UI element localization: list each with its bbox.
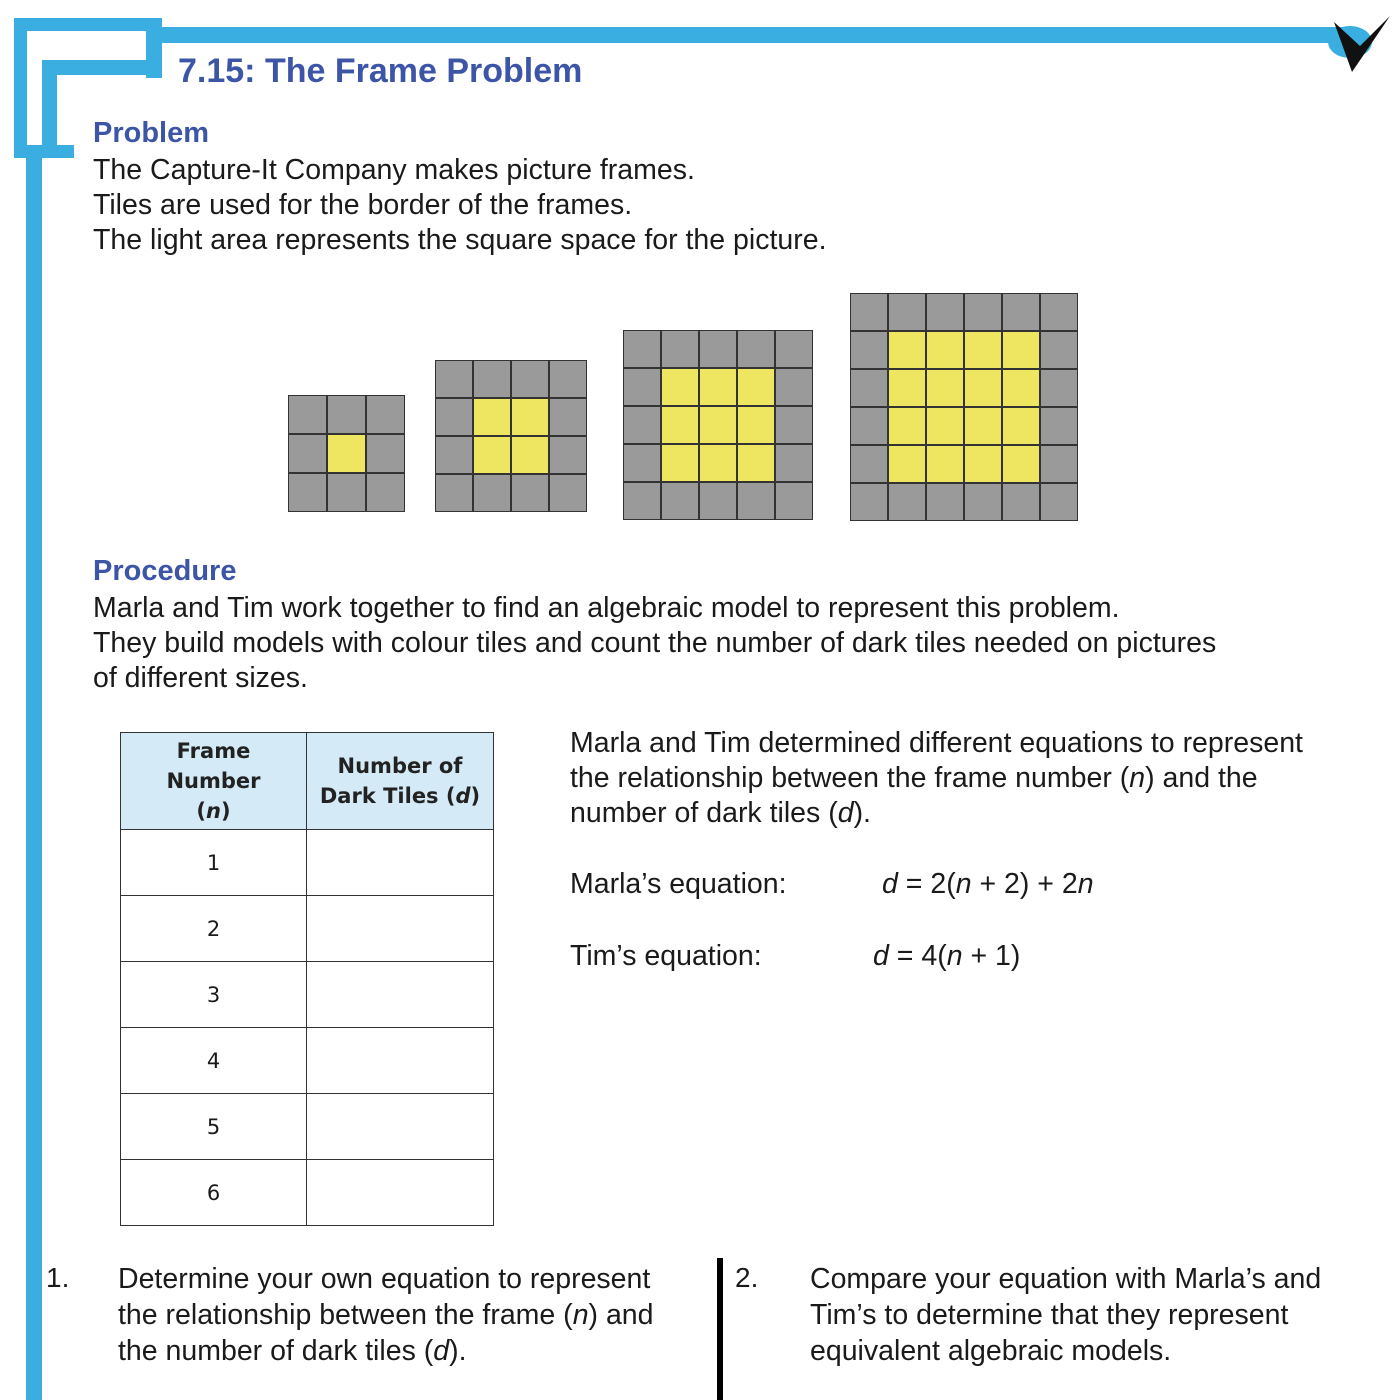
- variable-n: n: [946, 940, 963, 972]
- dark-tile: [288, 395, 327, 434]
- dark-tiles-cell[interactable]: [307, 1094, 494, 1160]
- text: the relationship between the frame (: [118, 1299, 573, 1331]
- text: Marla and Tim determined different equations to represent: [570, 727, 1303, 759]
- dark-tile: [775, 368, 813, 406]
- dark-tile: [888, 293, 926, 331]
- light-tile: [964, 369, 1002, 407]
- header-text: Number of: [337, 754, 463, 778]
- text: + 2) + 2: [971, 868, 1078, 900]
- table-header-frame-number: [121, 733, 307, 830]
- table-row: [121, 1160, 494, 1226]
- table-row: [121, 896, 494, 962]
- frame-number-cell: 3: [121, 962, 307, 1028]
- dark-tile: [511, 360, 549, 398]
- light-tile: [327, 434, 366, 473]
- problem-line: Tiles are used for the border of the frames.: [93, 189, 633, 221]
- light-tile: [888, 369, 926, 407]
- variable-d: d: [882, 868, 898, 900]
- dark-tile: [888, 483, 926, 521]
- frame-number-cell: 5: [121, 1094, 307, 1160]
- dark-tile: [511, 474, 549, 512]
- dark-tile: [288, 434, 327, 473]
- marla-equation-label: Marla’s equation:: [570, 868, 787, 900]
- text: ) and: [588, 1299, 654, 1331]
- light-tile: [1002, 369, 1040, 407]
- intro-line: [570, 726, 1303, 761]
- text: the relationship between the frame number (: [570, 762, 1130, 794]
- text: ) and the: [1145, 762, 1258, 794]
- frame-number-cell: 1: [121, 830, 307, 896]
- light-tile: [926, 445, 964, 483]
- dark-tile: [366, 473, 405, 512]
- dark-tile: [1002, 483, 1040, 521]
- dark-tile: [623, 368, 661, 406]
- light-tile: [661, 406, 699, 444]
- dark-tile: [1040, 293, 1078, 331]
- text: Tim’s to determine that they represent: [810, 1299, 1289, 1331]
- dark-tiles-cell[interactable]: [307, 1028, 494, 1094]
- text: the number of dark tiles (: [118, 1335, 434, 1367]
- text: Determine your own equation to represent: [118, 1263, 651, 1295]
- question-line: [810, 1333, 1321, 1369]
- intro-line: [570, 796, 1303, 831]
- dark-tiles-cell[interactable]: [307, 830, 494, 896]
- dark-tile: [926, 293, 964, 331]
- light-tile: [926, 331, 964, 369]
- table-row: [121, 830, 494, 896]
- header-accent-bar: [42, 60, 146, 75]
- light-tile: [1002, 445, 1040, 483]
- dark-tile: [1040, 407, 1078, 445]
- dark-tile: [850, 483, 888, 521]
- text: equivalent algebraic models.: [810, 1335, 1172, 1367]
- text: Compare your equation with Marla’s and: [810, 1263, 1322, 1295]
- light-tile: [1002, 407, 1040, 445]
- light-tile: [1002, 331, 1040, 369]
- page-title: 7.15: The Frame Problem: [178, 52, 583, 90]
- header-text: ): [220, 799, 231, 823]
- dark-tile: [775, 444, 813, 482]
- dark-tile: [549, 398, 587, 436]
- light-tile: [473, 436, 511, 474]
- frame-number-cell: 6: [121, 1160, 307, 1226]
- problem-heading: Problem: [93, 117, 210, 149]
- dark-tile: [623, 406, 661, 444]
- dark-tile: [850, 331, 888, 369]
- problem-text: [93, 153, 827, 258]
- dark-tile: [549, 474, 587, 512]
- dark-tile: [1040, 445, 1078, 483]
- header-text: Frame: [176, 739, 251, 763]
- header-accent-bar: [14, 18, 162, 31]
- dark-tile: [850, 407, 888, 445]
- light-tile: [964, 445, 1002, 483]
- dark-tile: [435, 436, 473, 474]
- variable-d: d: [837, 797, 854, 829]
- variable-d: d: [455, 784, 471, 808]
- procedure-text: [93, 591, 1216, 696]
- question-line: [118, 1297, 654, 1333]
- dark-tile: [661, 330, 699, 368]
- dark-tile: [549, 436, 587, 474]
- question-1-number: 1.: [46, 1262, 70, 1293]
- variable-n: n: [1077, 868, 1094, 900]
- table-row: [121, 1028, 494, 1094]
- frame-figure-1: [288, 395, 405, 512]
- text: = 4(: [888, 940, 947, 972]
- light-tile: [888, 331, 926, 369]
- light-tile: [699, 444, 737, 482]
- light-tile: [888, 407, 926, 445]
- frame-tiles-table: [120, 732, 494, 1226]
- light-tile: [964, 407, 1002, 445]
- light-tile: [737, 368, 775, 406]
- light-tile: [964, 331, 1002, 369]
- header-text: Dark Tiles (: [319, 784, 456, 808]
- header-accent-bar: [150, 27, 1350, 43]
- dark-tile: [775, 482, 813, 520]
- dark-tile: [699, 482, 737, 520]
- dark-tile: [850, 293, 888, 331]
- dark-tile: [288, 473, 327, 512]
- dark-tile: [366, 395, 405, 434]
- dark-tile: [473, 474, 511, 512]
- problem-line: The Capture-It Company makes picture frames.: [93, 154, 695, 186]
- frame-figure-3: [623, 330, 813, 520]
- variable-n: n: [955, 868, 972, 900]
- question-line: [810, 1261, 1321, 1297]
- light-tile: [473, 398, 511, 436]
- tim-equation-label: Tim’s equation:: [570, 940, 762, 972]
- variable-n: n: [572, 1299, 589, 1331]
- dark-tile: [964, 483, 1002, 521]
- text: number of dark tiles (: [570, 797, 838, 829]
- left-margin-bar: [26, 145, 42, 1400]
- dark-tile: [435, 474, 473, 512]
- table-row: [121, 1094, 494, 1160]
- light-tile: [926, 369, 964, 407]
- dark-tile: [737, 330, 775, 368]
- question-2-text: [810, 1261, 1321, 1369]
- text: ).: [449, 1335, 467, 1367]
- header-accent-bar: [14, 145, 74, 158]
- variable-n: n: [206, 799, 221, 823]
- dark-tile: [1002, 293, 1040, 331]
- frame-figure-4: [850, 293, 1078, 521]
- frame-figure-2: [435, 360, 587, 512]
- dark-tile: [435, 398, 473, 436]
- light-tile: [511, 436, 549, 474]
- dark-tile: [327, 473, 366, 512]
- variable-d: d: [433, 1335, 450, 1367]
- question-line: [118, 1333, 654, 1369]
- header-accent-bar: [42, 60, 57, 145]
- header-text: (: [196, 799, 207, 823]
- dark-tile: [473, 360, 511, 398]
- procedure-heading: Procedure: [93, 555, 237, 587]
- dark-tiles-cell[interactable]: [307, 1160, 494, 1226]
- header-accent-bar: [14, 18, 27, 158]
- header-text: ): [470, 784, 481, 808]
- v-checkmark-logo-icon: [1326, 12, 1392, 74]
- table-row: [121, 962, 494, 1028]
- question-line: [810, 1297, 1321, 1333]
- dark-tile: [623, 330, 661, 368]
- question-2-number: 2.: [735, 1262, 759, 1293]
- frame-number-cell: 2: [121, 896, 307, 962]
- dark-tile: [775, 406, 813, 444]
- dark-tiles-cell[interactable]: [307, 896, 494, 962]
- light-tile: [699, 406, 737, 444]
- light-tile: [737, 406, 775, 444]
- question-1-text: [118, 1261, 654, 1369]
- variable-d: d: [873, 940, 889, 972]
- marla-equation: [882, 868, 1094, 901]
- dark-tile: [926, 483, 964, 521]
- question-line: [118, 1261, 654, 1297]
- header-text: Number: [166, 769, 261, 793]
- light-tile: [511, 398, 549, 436]
- intro-line: [570, 761, 1303, 796]
- procedure-line: They build models with colour tiles and count the number of dark tiles needed on pictures: [93, 627, 1217, 659]
- text: = 2(: [897, 868, 956, 900]
- light-tile: [926, 407, 964, 445]
- dark-tile: [1040, 331, 1078, 369]
- frame-number-cell: 4: [121, 1028, 307, 1094]
- light-tile: [699, 368, 737, 406]
- light-tile: [737, 444, 775, 482]
- text: + 1): [962, 940, 1021, 972]
- problem-line: The light area represents the square space for the picture.: [93, 224, 827, 256]
- dark-tile: [964, 293, 1002, 331]
- dark-tile: [435, 360, 473, 398]
- dark-tile: [366, 434, 405, 473]
- dark-tile: [775, 330, 813, 368]
- variable-n: n: [1129, 762, 1146, 794]
- light-tile: [888, 445, 926, 483]
- dark-tile: [661, 482, 699, 520]
- dark-tile: [549, 360, 587, 398]
- dark-tile: [327, 395, 366, 434]
- dark-tile: [737, 482, 775, 520]
- tim-equation: [873, 940, 1020, 973]
- procedure-line: Marla and Tim work together to find an algebraic model to represent this problem.: [93, 592, 1120, 624]
- dark-tile: [850, 369, 888, 407]
- question-divider: [717, 1258, 723, 1400]
- dark-tile: [850, 445, 888, 483]
- dark-tile: [699, 330, 737, 368]
- light-tile: [661, 368, 699, 406]
- dark-tiles-cell[interactable]: [307, 962, 494, 1028]
- equations-intro: [570, 726, 1303, 831]
- dark-tile: [623, 444, 661, 482]
- light-tile: [661, 444, 699, 482]
- text: ).: [853, 797, 871, 829]
- dark-tile: [1040, 369, 1078, 407]
- dark-tile: [623, 482, 661, 520]
- table-header-dark-tiles: [307, 733, 494, 830]
- procedure-line: of different sizes.: [93, 662, 308, 694]
- dark-tile: [1040, 483, 1078, 521]
